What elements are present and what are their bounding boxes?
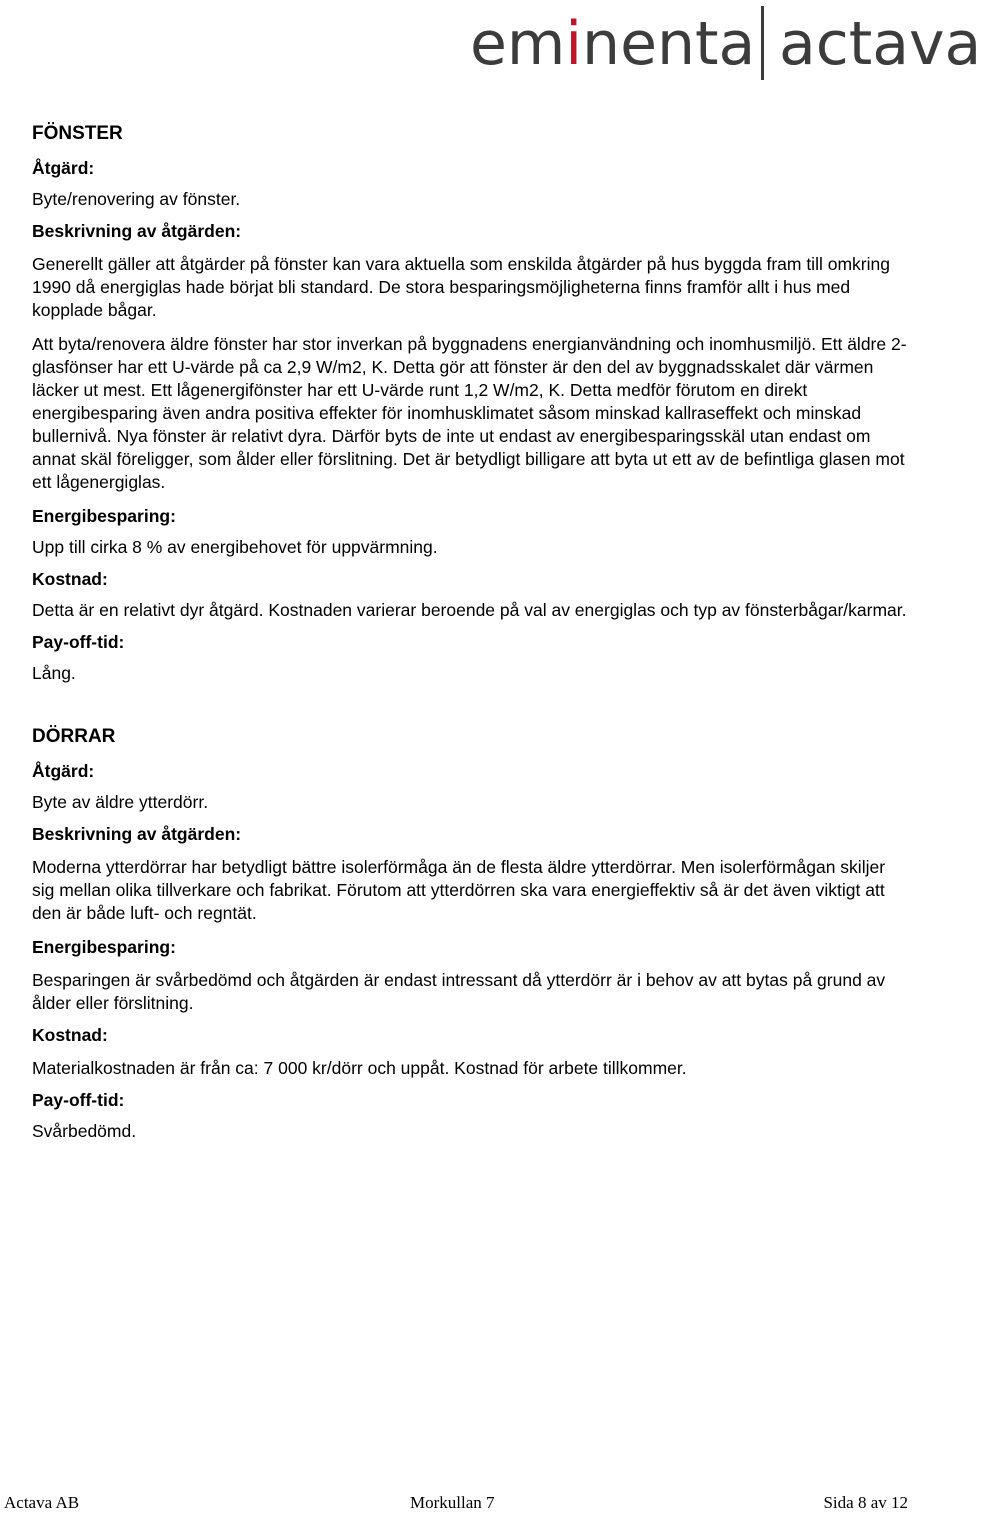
logo-actava: actava	[779, 9, 981, 79]
document-body	[32, 120, 912, 1143]
page-footer	[4, 1493, 908, 1517]
payoff-text: Svårbedömd.	[32, 1121, 137, 1141]
section-fonster	[32, 120, 912, 685]
company-logo	[470, 4, 981, 80]
beskrivning-paragraph: Att byta/renovera äldre fönster har stor inverkan på byggnadens energianvändning och inomhusmiljö. Ett äldre 2-glasfönser har ett U-värde på ca 2,9 W/m2, K. Detta gör att fönster är den del av byggnadsskalet där värmen läcker ut mest. Ett lågenergifönster har ett U-värde runt 1,2 W/m2, K. Detta medför förutom en direkt energibesparing även andra positiva effekter för inomhusklimatet såsom minskad kallraseffekt och minskad bullernivå. Nya fönster är relativt dyra. Därför byts de inte ut endast av energibesparingsskäl utan endast om annat skäl föreligger, som ålder eller förslitning. Det är betydligt billigare att byta ut ett av de befintliga glasen mot ett lågenergiglas.	[32, 334, 907, 492]
energibesparing-text: Upp till cirka 8 % av energibehovet för uppvärmning.	[32, 537, 438, 557]
logo-divider	[761, 6, 764, 80]
footer-address: Morkullan 7	[410, 1493, 495, 1512]
section-title: FÖNSTER	[32, 123, 123, 144]
logo-eminenta-prefix: em	[470, 9, 566, 79]
beskrivning-label: Beskrivning av åtgärden:	[32, 824, 242, 844]
kostnad-label: Kostnad:	[32, 1025, 108, 1045]
kostnad-text: Detta är en relativt dyr åtgärd. Kostnaden varierar beroende på val av energiglas och typ av fönsterbågar/karmar.	[32, 600, 907, 620]
kostnad-text: Materialkostnaden är från ca: 7 000 kr/dörr och uppåt. Kostnad för arbete tillkommer.	[32, 1058, 687, 1078]
beskrivning-paragraph: Generellt gäller att åtgärder på fönster kan vara aktuella som enskilda åtgärder på hus byggda fram till omkring 1990 då energiglas hade börjat bli standard. De stora besparingsmöjligheterna finns framför allt i hus med kopplade bågar.	[32, 254, 890, 320]
payoff-text: Lång.	[32, 663, 76, 683]
logo-eminenta	[470, 9, 756, 79]
energibesparing-label: Energibesparing:	[32, 937, 176, 957]
section-dorrar	[32, 723, 912, 1143]
atgard-label: Åtgärd:	[32, 158, 95, 178]
section-title: DÖRRAR	[32, 726, 116, 747]
kostnad-label: Kostnad:	[32, 569, 108, 589]
atgard-label: Åtgärd:	[32, 761, 95, 781]
energibesparing-label: Energibesparing:	[32, 506, 176, 526]
footer-company: Actava AB	[4, 1493, 80, 1512]
payoff-label: Pay-off-tid:	[32, 1090, 125, 1110]
footer-page-number: Sida 8 av 12	[823, 1493, 908, 1512]
payoff-label: Pay-off-tid:	[32, 632, 125, 652]
beskrivning-label: Beskrivning av åtgärden:	[32, 221, 242, 241]
beskrivning-paragraph: Moderna ytterdörrar har betydligt bättre isolerförmåga än de flesta äldre ytterdörrar. Men isolerförmågan skiljer sig mellan olika tillverkare och fabrikat. Förutom att ytterdörren ska vara energieffektiv så är det även viktigt att den är både luft- och regntät.	[32, 857, 886, 923]
logo-eminenta-suffix: nenta	[582, 9, 756, 79]
atgard-text: Byte av äldre ytterdörr.	[32, 792, 209, 812]
logo-eminenta-accent: i	[565, 9, 583, 79]
energibesparing-text: Besparingen är svårbedömd och åtgärden är endast intressant då ytterdörr är i behov av att bytas på grund av ålder eller förslitning.	[32, 970, 886, 1013]
atgard-text: Byte/renovering av fönster.	[32, 189, 241, 209]
